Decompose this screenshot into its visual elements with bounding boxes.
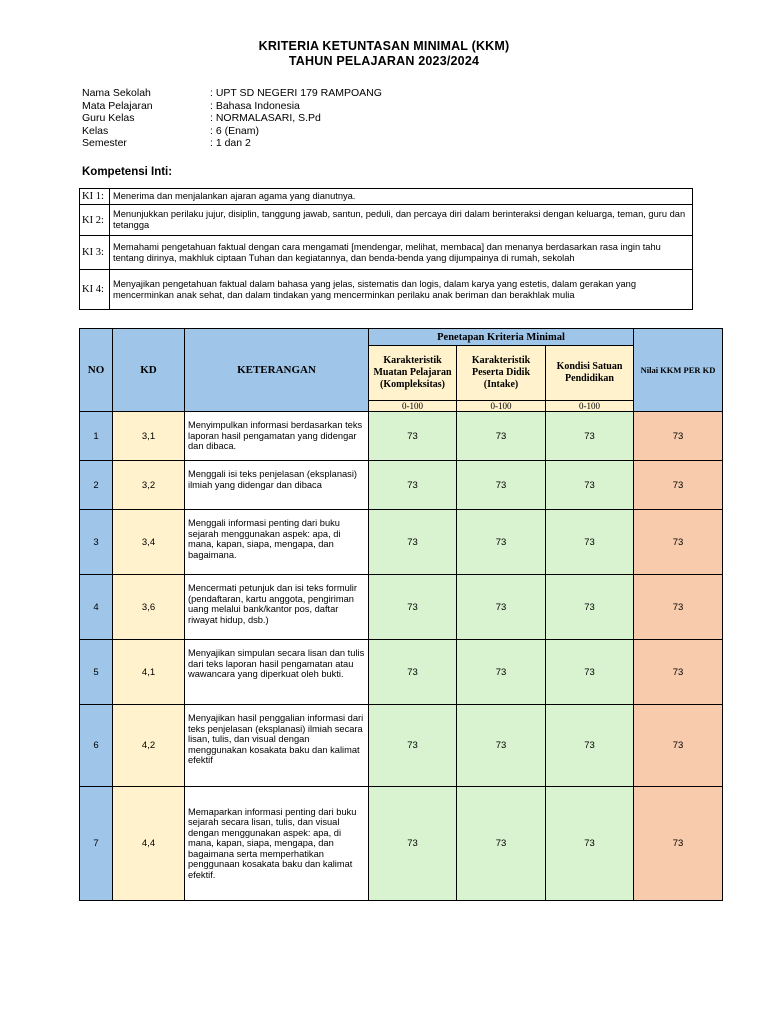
row-no: 1 [80,412,113,461]
ki-code: KI 4: [80,270,110,310]
table-row [80,705,723,787]
school-info [82,87,382,150]
row-kompleksitas: 73 [369,412,457,461]
row-keterangan: Menyimpulkan informasi berdasarkan teks laporan hasil pengamatan yang didengar dan dibaca. [185,412,369,461]
row-keterangan: Menggali isi teks penjelasan (eksplanasi) ilmiah yang didengar dan dibaca [185,461,369,510]
row-kompleksitas: 73 [369,575,457,640]
info-row-semester [82,137,382,150]
row-no: 6 [80,705,113,787]
table-row [80,412,723,461]
ki-row [80,270,693,310]
row-keterangan: Menggali informasi penting dari buku sejarah menggunakan aspek: apa, di mana, kapan, siapa, mengapa, dan bagaimana. [185,510,369,575]
row-kd: 3,4 [113,510,185,575]
row-no: 2 [80,461,113,510]
row-keterangan: Mencermati petunjuk dan isi teks formulir (pendaftaran, kartu anggota, pengiriman uang melalui bank/kantor pos, daftar riwayat hidup, dsb.) [185,575,369,640]
row-intake: 73 [457,510,546,575]
range-label: 0-100 [369,401,457,412]
ki-table [79,188,693,310]
info-label: Guru Kelas [82,112,135,125]
header-row-1 [80,329,723,346]
info-row-class [82,125,382,138]
ki-heading: Kompetensi Inti: [82,166,173,178]
info-value: : UPT SD NEGERI 179 RAMPOANG [210,87,382,99]
row-kondisi: 73 [546,412,634,461]
range-label: 0-100 [546,401,634,412]
kkm-table [79,328,723,901]
row-kd: 3,1 [113,412,185,461]
row-kompleksitas: 73 [369,461,457,510]
row-kondisi: 73 [546,510,634,575]
row-kondisi: 73 [546,575,634,640]
table-row [80,787,723,901]
header-kd: KD [113,329,185,412]
info-row-subject [82,100,382,113]
row-intake: 73 [457,412,546,461]
ki-text: Memahami pengetahuan faktual dengan cara mengamati [mendengar, melihat, membaca] dan menanya berdasarkan rasa ingin tahu tentang dirinya, makhluk ciptaan Tuhan dan kegiatannya, dan benda-benda yang dijumpainya di rumah, sekolah [110,236,693,270]
table-row [80,510,723,575]
document-title: KRITERIA KETUNTASAN MINIMAL (KKM) [258,39,510,53]
ki-text: Menyajikan pengetahuan faktual dalam bahasa yang jelas, sistematis dan logis, dalam karya yang estetis, dalam gerakan yang mencerminkan anak sehat, dan dalam tindakan yang mencerminkan perilaku anak beriman dan berakhlak mulia [110,270,693,310]
row-kondisi: 73 [546,640,634,705]
ki-text: Menunjukkan perilaku jujur, disiplin, tanggung jawab, santun, peduli, dan percaya diri dalam berinteraksi dengan keluarga, teman, guru dan tetangga [110,205,693,236]
row-kompleksitas: 73 [369,705,457,787]
row-intake: 73 [457,640,546,705]
ki-row [80,236,693,270]
info-label: Kelas [82,124,109,137]
table-row [80,575,723,640]
table-row [80,461,723,510]
row-nilai-kkm: 73 [634,640,723,705]
info-value: : Bahasa Indonesia [210,99,300,112]
row-nilai-kkm: 73 [634,461,723,510]
row-kompleksitas: 73 [369,640,457,705]
header-kompleksitas: Karakteristik Muatan Pelajaran (Kompleksitas) [369,346,457,401]
row-no: 4 [80,575,113,640]
ki-code: KI 2: [80,205,110,236]
header-kondisi: Kondisi Satuan Pendidikan [546,346,634,401]
row-nilai-kkm: 73 [634,787,723,901]
header-penetapan: Penetapan Kriteria Minimal [369,329,634,346]
row-keterangan: Memaparkan informasi penting dari buku sejarah secara lisan, tulis, dan visual dengan menggunakan aspek: apa, di mana, kapan, siapa, mengapa, dan bagaimana serta memperhatikan penggunaan kosakata baku dan kalimat efektif. [185,787,369,901]
row-nilai-kkm: 73 [634,412,723,461]
row-kd: 4,4 [113,787,185,901]
header-no: NO [80,329,113,412]
ki-text: Menerima dan menjalankan ajaran agama yang dianutnya. [110,189,693,205]
row-keterangan: Menyajikan hasil penggalian informasi dari teks penjelasan (eksplanasi) ilmiah secara lisan, tulis, dan visual dengan menggunakan kosakata baku dan kalimat efektif [185,705,369,787]
ki-row [80,205,693,236]
row-keterangan: Menyajikan simpulan secara lisan dan tulis dari teks laporan hasil pengamatan atau wawancara yang diperkuat oleh bukti. [185,640,369,705]
range-label: 0-100 [457,401,546,412]
row-kompleksitas: 73 [369,510,457,575]
info-row-school [82,87,382,100]
row-kondisi: 73 [546,461,634,510]
row-kompleksitas: 73 [369,787,457,901]
row-nilai-kkm: 73 [634,510,723,575]
row-intake: 73 [457,575,546,640]
ki-code: KI 3: [80,236,110,270]
row-kd: 3,2 [113,461,185,510]
row-kd: 4,1 [113,640,185,705]
header-intake: Karakteristik Peserta Didik (Intake) [457,346,546,401]
row-kondisi: 73 [546,787,634,901]
row-no: 5 [80,640,113,705]
ki-row [80,189,693,205]
info-row-teacher [82,112,382,125]
row-intake: 73 [457,787,546,901]
document-subtitle: TAHUN PELAJARAN 2023/2024 [288,54,480,68]
row-kd: 4,2 [113,705,185,787]
row-no: 7 [80,787,113,901]
row-intake: 73 [457,705,546,787]
table-row [80,640,723,705]
header-nilai-kkm: Nilai KKM PER KD [634,329,723,412]
info-label: Semester [82,137,127,150]
row-nilai-kkm: 73 [634,575,723,640]
row-intake: 73 [457,461,546,510]
info-label: Nama Sekolah [82,87,151,99]
info-value: : NORMALASARI, S.Pd [210,112,321,125]
row-nilai-kkm: 73 [634,705,723,787]
info-label: Mata Pelajaran [82,99,153,112]
header-keterangan: KETERANGAN [185,329,369,412]
row-no: 3 [80,510,113,575]
info-value: : 6 (Enam) [210,124,260,137]
ki-code: KI 1: [80,189,110,205]
row-kd: 3,6 [113,575,185,640]
row-kondisi: 73 [546,705,634,787]
info-value: : 1 dan 2 [210,137,251,150]
